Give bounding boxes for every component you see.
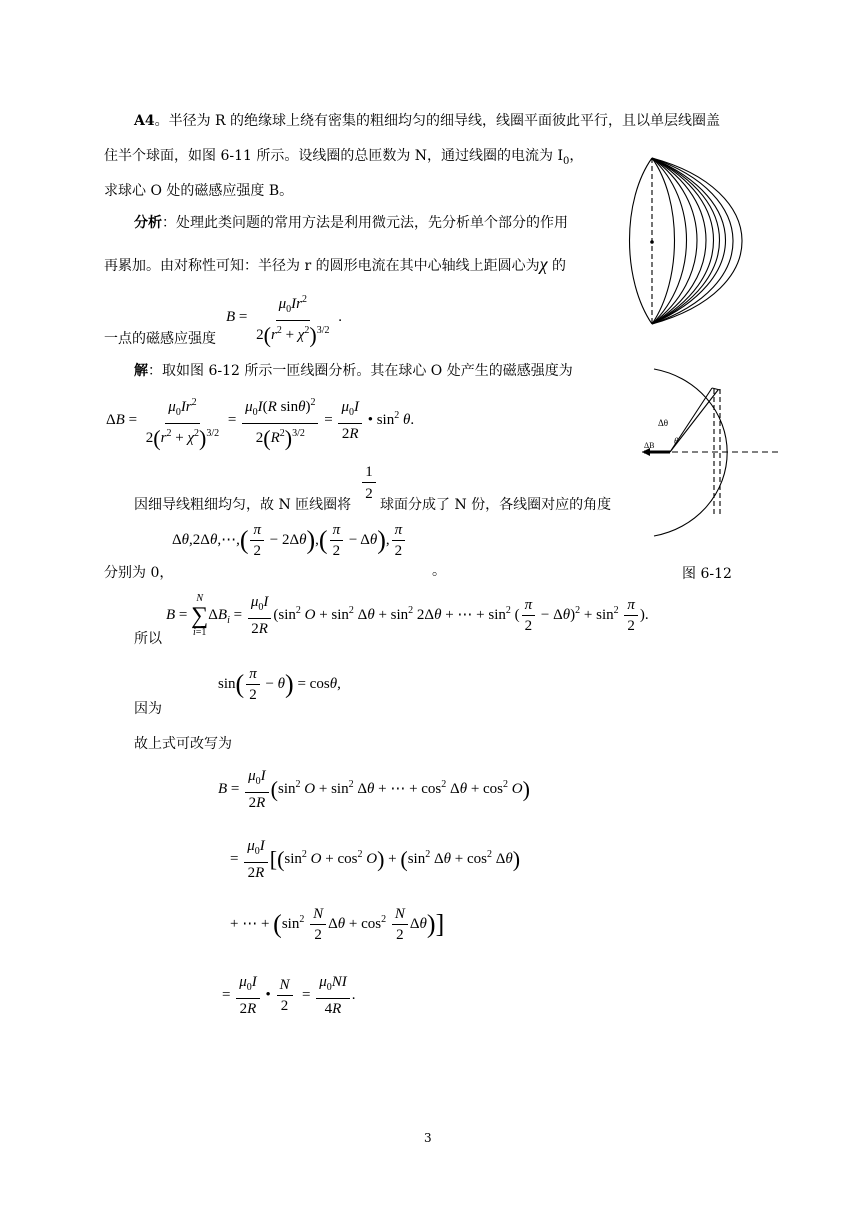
formula-ring-field: B = $\frac{\mu_0Ir^2}{2(r^2 + \chi^2)^{3/2}}$ . xyxy=(226,290,342,346)
coil-arc-7 xyxy=(652,158,726,324)
coil-arc-4 xyxy=(652,158,706,324)
half-denominator: 2 xyxy=(365,486,373,502)
formula-result: = $\frac{\mu_0I}{2R}$ • $\frac{N}{2}$ = $\frac{\mu_0NI}{4R}$ . xyxy=(222,974,356,1017)
current-subscript: 0 xyxy=(563,155,570,167)
solution-text-1: ：取如图 6-12 所示一匝线圈分析。其在球心 O 处产生的磁感强度为 xyxy=(148,363,573,379)
dtheta-label: Δθ xyxy=(658,418,669,428)
formula-identity: sin( $\frac{\pi}{2}$ − θ) = cosθ, xyxy=(218,666,341,703)
left-front-arc xyxy=(630,158,653,324)
figure-6-11 xyxy=(618,150,788,332)
coil-top-segment xyxy=(712,388,720,390)
formula-delta-b: ΔB = $\frac{\mu_0Ir^2}{2(r^2 + \chi^2)^{3/2}}$ = $\frac{\mu_0I(R \sin\theta)^2}{2(R^2)^{3/2}}$ = $\frac{\mu_0I}{2R}$ • $\sin^2 \theta$. xyxy=(106,393,414,449)
problem-line-1 xyxy=(134,110,720,130)
analysis-line-1 xyxy=(134,212,568,232)
solution-line-1 xyxy=(134,360,573,380)
formula-rewrite-3: + ⋯ + ($\sin^2$ $\frac{N}{2}$ $\Delta\theta + \cos^2$ $\frac{N}{2}$ Δθ)] xyxy=(230,906,445,943)
solution-text-2b: 球面分成了 N 份，各线圈对应的角度 xyxy=(380,497,612,513)
figure-6-12 xyxy=(640,364,780,539)
formula-rewrite-2: = $\frac{\mu_0I}{2R}$ [($\sin^2$ $O + \cos^2 O) + (\sin^2$ $\Delta\theta + \cos^2 \Delta\theta$) xyxy=(230,838,521,881)
page-number: 3 xyxy=(424,1131,432,1145)
rewrite-label: 故上式可改写为 xyxy=(134,736,232,752)
chi-symbol: χ xyxy=(539,254,548,274)
delta-b-label: ΔB xyxy=(644,441,655,450)
formula-rewrite-1: B = $\frac{\mu_0I}{2R}$ ($\sin^2$ $O + \sin^2 \Delta\theta$ + ⋯ + $\cos^2 \Delta\theta + \cos^2 O$) xyxy=(218,768,530,811)
so-label: 所以 xyxy=(134,631,162,647)
theta-label: θ xyxy=(674,436,679,446)
problem-line-2 xyxy=(104,145,583,167)
analysis-line-2 xyxy=(104,254,566,275)
formula-sum: B = N ∑ i=1 $\Delta B_i$ = $\frac{\mu_0I}{2R}$ ($\sin^2$ $O + \sin^2 \Delta\theta + \sin^2 2\Delta\theta$ + ⋯ + $\sin^2$ ( $\frac{\pi}{2}$ − $\Delta\theta)^2 + \sin^2$ $\frac{\pi}{2}$ ). xyxy=(166,592,649,638)
formula-angles: Δθ,2Δθ,⋯,( $\frac{\pi}{2}$ − 2Δθ),( $\frac{\pi}{2}$ − Δθ), $\frac{\pi}{2}$ xyxy=(172,520,407,561)
problem-label: A4 xyxy=(134,113,155,129)
figure-6-12-caption: 图 6-12 xyxy=(682,566,732,582)
analysis-text-2a: 再累加。由对称性可知：半径为 r 的圆形电流在其中心轴线上距圆心为 xyxy=(104,258,540,274)
solution-text-2a: 因细导线粗细均匀，故 N 匝线圈将 xyxy=(134,497,352,513)
solution-label: 解 xyxy=(134,363,148,379)
analysis-text-2b: 的 xyxy=(547,258,566,274)
problem-text-1: 。半径为 R 的绝缘球上绕有密集的粗细均匀的细导线，线圈平面彼此平行，且以单层线圈盖 xyxy=(154,113,721,129)
analysis-text-1: ：处理此类问题的常用方法是利用微元法，先分析单个部分的作用 xyxy=(162,215,568,231)
problem-text-2: 住半个球面，如图 6-11 所示。设线圈的总匝数为 N，通过线圈的电流为 I xyxy=(104,148,564,164)
solution-line-2 xyxy=(134,494,351,514)
half-numerator: 1 xyxy=(362,462,376,483)
coil-arc-2 xyxy=(652,158,687,324)
problem-text-2-end: ， xyxy=(569,148,584,164)
solution-line-3: 分别为 0， xyxy=(104,565,174,581)
analysis-label: 分析 xyxy=(134,215,162,231)
half-fraction xyxy=(362,462,376,505)
analysis-line-3: 一点的磁感应强度 xyxy=(104,331,216,347)
problem-line-3: 求球心 O 处的磁感应强度 B。 xyxy=(104,183,294,199)
period-mark: 。 xyxy=(432,563,446,579)
because-label: 因为 xyxy=(134,701,162,717)
sphere-center-dot xyxy=(650,240,654,244)
